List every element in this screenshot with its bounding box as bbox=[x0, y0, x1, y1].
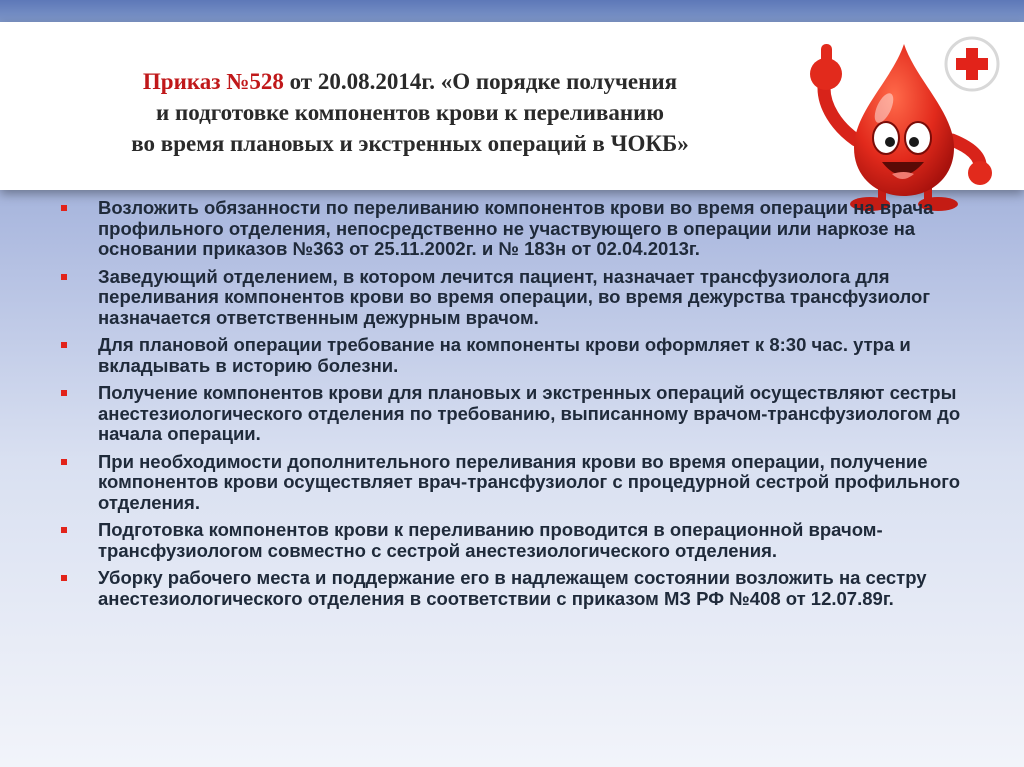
bullet-square-icon bbox=[61, 274, 67, 280]
list-item bbox=[58, 520, 978, 561]
title-line-2: и подготовке компонентов крови к переливанию bbox=[155, 100, 665, 125]
order-number: Приказ №528 bbox=[142, 69, 284, 94]
list-item bbox=[58, 452, 978, 514]
slide-title bbox=[40, 66, 780, 159]
bullet-list bbox=[58, 198, 978, 616]
list-item bbox=[58, 335, 978, 376]
list-item-text: При необходимости дополнительного переливания крови во время операции, получение компонентов крови осуществляет врач-трансфузиолог с процедурной сестрой профильного отделения. bbox=[98, 450, 961, 513]
list-item-text: Заведующий отделением, в котором лечится пациент, назначает трансфузиолога для переливания компонентов крови во время операции, во время дежурства трансфузиолог назначается ответственным дежурным врачом. bbox=[98, 265, 931, 328]
bullet-square-icon bbox=[61, 205, 67, 211]
list-item-text: Уборку рабочего места и поддержание его в надлежащем состоянии возложить на сестру анестезиологического отделения в соответствии с приказом МЗ РФ №408 от 12.07.89г. bbox=[98, 567, 927, 609]
list-item bbox=[58, 568, 978, 609]
title-line-1-rest: от 20.08.2014г. «О порядке получения bbox=[283, 69, 678, 94]
list-item bbox=[58, 267, 978, 329]
title-line-3: во время плановых и экстренных операций в ЧОКБ» bbox=[131, 131, 689, 156]
bullet-square-icon bbox=[61, 575, 67, 581]
list-item-text: Для плановой операции требование на компоненты крови оформляет к 8:30 час. утра и вкладывать в историю болезни. bbox=[98, 334, 911, 376]
bullet-square-icon bbox=[61, 459, 67, 465]
top-band bbox=[0, 0, 1024, 22]
blood-drop-mascot-icon bbox=[800, 30, 1000, 215]
list-item-text: Получение компонентов крови для плановых и экстренных операций осуществляют сестры анестезиологического отделения по требованию, выписанному врачом-трансфузиологом до начала операции. bbox=[98, 382, 961, 444]
list-item bbox=[58, 383, 978, 445]
list-item bbox=[58, 198, 978, 260]
slide-header bbox=[0, 22, 1024, 190]
bullet-square-icon bbox=[61, 527, 67, 533]
list-item-text: Возложить обязанности по переливанию компонентов крови во время операции на врача профильного отделения, непосредственно не участвующего в операции или наркозе на основании приказов №363 от 25.11.2002г. и № 183н от 02.04.2013г. bbox=[98, 197, 934, 259]
bullet-square-icon bbox=[61, 342, 67, 348]
bullet-square-icon bbox=[61, 390, 67, 396]
list-item-text: Подготовка компонентов крови к переливанию проводится в операционной врачом-трансфузиологом совместно с сестрой анестезиологического отделения. bbox=[98, 519, 883, 561]
